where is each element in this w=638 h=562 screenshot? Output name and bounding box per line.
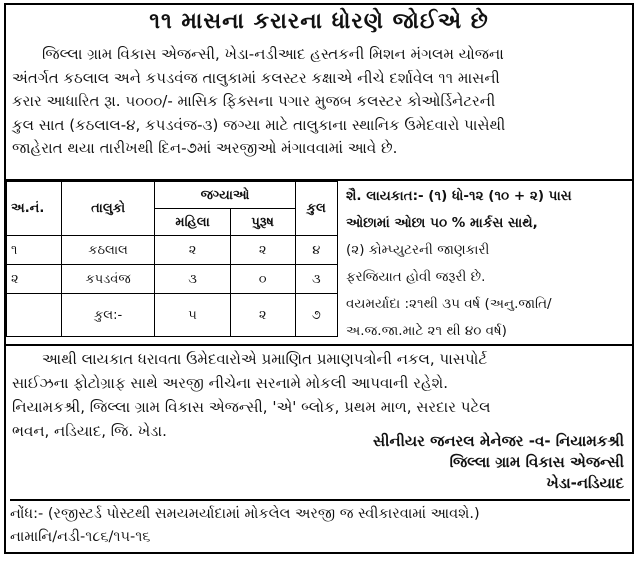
qualification-line: ઓછામાં ઓછા ૫૦ % માર્કસ સાથે, [346,215,538,231]
intro-line: જાહેરાત થયા તારીખથી દિન-૭માં અરજીઓ મંગાવવામાં આવે છે. [12,139,398,157]
posts-section [6,179,632,346]
application-line: સાઈઝના ફોટોગ્રાફ સાથે અરજી નીચેના સરનામે મોકલી આપવાની રહેશે. [12,374,448,392]
application-instructions [12,347,627,443]
header-male: પુરૂષ [230,209,295,236]
application-line: ભવન, નડિયાદ, જિ. ખેડા. [12,422,167,440]
application-line: આથી લાયકાત ધરાવતા ઉમેદવારોએ પ્રમાણિત પ્રમાણપત્રોની નકલ, પાસપોર્ટ [42,350,488,368]
intro-line: જિલ્લા ગ્રામ વિકાસ એજન્સી, ખેડા-નડીઆદ હસ્તકની મિશન મંગલમ યોજના [42,45,504,63]
posts-table [6,181,338,337]
intro-line: કુલ સાત (કઠલાલ-૪, કપડવંજ-૩) જગ્યા માટે તાલુકાના સ્થાનિક ઉમેદવારો પાસેથી [12,115,506,134]
qualification-line: ફરજિયાત હોવી જરૂરી છે. [346,269,486,285]
signatory-agency: જિલ્લા ગ્રામ વિકાસ એજન્સી [449,453,624,471]
signatory-place: ખેડા-નડિયાદ [546,474,624,492]
table-total-row [7,294,338,337]
header-female: મહિલા [155,209,230,236]
cell-total-male: ૨ [230,294,295,337]
cell-taluka: કપડવંજ [61,265,155,294]
cell-sn: ૨ [7,265,62,294]
cell-grand-total: ૭ [295,294,337,337]
cell-taluka: કઠલાલ [61,236,155,265]
header-total: કુલ [295,182,337,236]
notes-section [10,499,630,549]
cell-male: ૨ [230,236,295,265]
intro-line: અંતર્ગત કઠલાલ અને કપડવંજ તાલુકામાં કલસ્ટર કક્ષાએ નીચે દર્શાવેલ ૧૧ માસની [12,68,500,87]
cell-sn: ૧ [7,236,62,265]
advertisement-document [4,3,634,554]
cell-total-label: કુલ:- [61,294,155,337]
header-sn: અ.નં. [7,182,62,236]
intro-line: કરાર આધારિત રૂા. ૫૦૦૦/- માસિક ફિક્સના પગાર મુજબ કલસ્ટર કોઓર્ડિનેટરની [12,92,496,110]
qualification-line: વયમર્યાદા :૨૧થી ૩૫ વર્ષ (અનુ.જાતિ/ [346,296,552,312]
qualification-line: શૈ. લાયકાત:- (૧) ધો-૧૨ (૧૦ + ૨) પાસ [346,188,572,204]
table-header-row [7,182,338,209]
cell-female: ૨ [155,236,230,265]
table-row [7,236,338,265]
signature-block [373,431,624,494]
header-taluka: તાલુકો [61,182,155,236]
qualifications-block [346,183,630,345]
cell-male: ૦ [230,265,295,294]
qualification-line: (૨) કોમ્પ્યુટરની જાણકારી [346,242,490,258]
signatory-title: સીનીયર જનરલ મેનેજર -વ- નિયામકશ્રી [372,432,624,450]
advertisement-title: ૧૧ માસના કરારના ધોરણે જોઈએ છે [149,9,489,34]
cell-total: ૩ [295,265,337,294]
note-text: નોંધ:- (રજીસ્ટર્ડ પોસ્ટથી સમયમર્યાદામાં મોકલેલ અરજી જ સ્વીકારવામાં આવશે.) [10,506,480,522]
header-posts: જગ્યાઓ [155,182,295,209]
intro-paragraph [12,43,627,161]
cell-female: ૩ [155,265,230,294]
table-row [7,265,338,294]
cell-total: ૪ [295,236,337,265]
cell-total-female: ૫ [155,294,230,337]
qualification-line: અ.જ.જા.માટે ૨૧ થી ૪૦ વર્ષ) [346,323,507,339]
reference-number: નામાનિ/નડી-૧૮૬/૧૫-૧૬ [10,529,151,545]
application-line: નિયામકશ્રી, જિલ્લા ગ્રામ વિકાસ એજન્સી, 'એ' બ્લોક, પ્રથમ માળ, સરદાર પટેલ [12,398,491,416]
cell-empty [7,294,62,337]
